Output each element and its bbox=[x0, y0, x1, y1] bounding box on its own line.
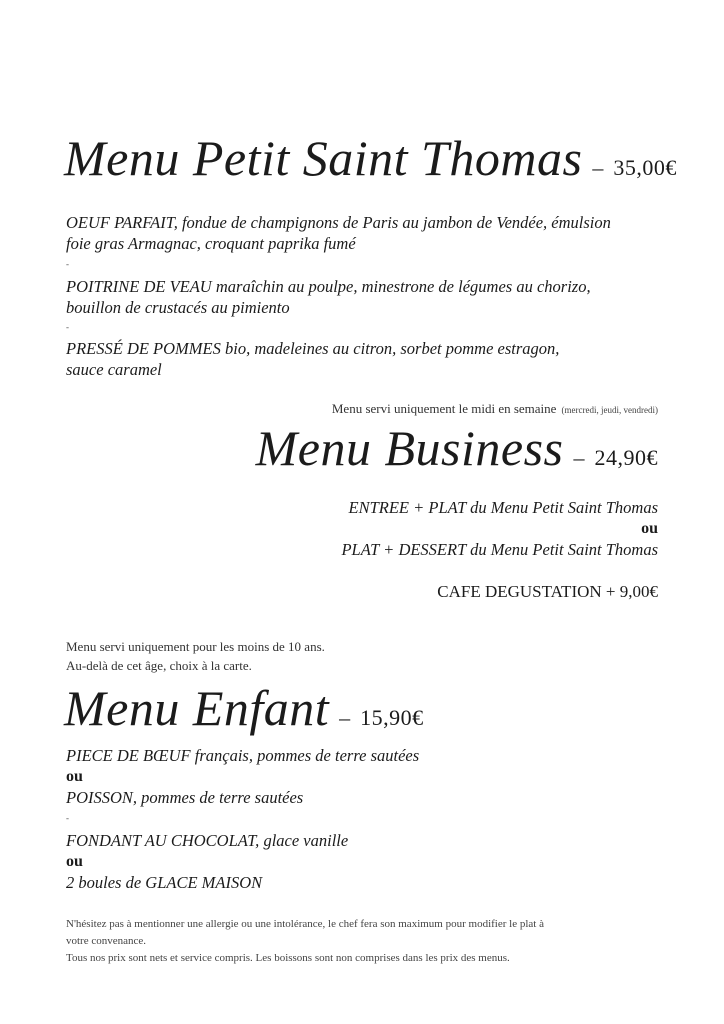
item-desc: maraîchin au poulpe, minestrone de légumes au chorizo, bbox=[211, 277, 591, 296]
enfant-note bbox=[66, 637, 325, 675]
separator: - bbox=[66, 813, 69, 823]
item-name: PRESSÉ DE POMMES bbox=[66, 339, 221, 358]
menu-petit-price: 35,00€ bbox=[613, 155, 677, 180]
footer-line: votre convenance. bbox=[66, 935, 147, 947]
option-rest: du Menu Petit Saint Thomas bbox=[465, 498, 658, 517]
menu-petit-title-row bbox=[64, 128, 677, 188]
title-dash: – bbox=[573, 445, 585, 470]
item-desc: fondue de champignons de Paris au jambon de Vendée, émulsion bbox=[177, 213, 611, 232]
footer-line: Tous nos prix sont nets et service compris. Les boissons sont non comprises dans les prix des menus. bbox=[66, 952, 510, 964]
enfant-mains bbox=[66, 745, 419, 808]
or-label: ou bbox=[66, 853, 83, 870]
menu-business-price: 24,90€ bbox=[594, 445, 658, 470]
business-note-text: Menu servi uniquement le midi en semaine bbox=[331, 401, 557, 416]
item-name: POISSON, bbox=[66, 788, 138, 807]
footer-line: N'hésitez pas à mentionner une allergie ou une intolérance, le chef fera son maximum pour modifier le plat à bbox=[66, 918, 544, 930]
option-rest: du Menu Petit Saint Thomas bbox=[465, 540, 658, 559]
business-note bbox=[332, 398, 658, 418]
item-name: 2 boules de GLACE MAISON bbox=[66, 873, 263, 892]
item-desc: bio, madeleines au citron, sorbet pomme estragon, bbox=[220, 339, 560, 358]
option-caps: PLAT + DESSERT bbox=[341, 540, 466, 559]
menu-enfant-title-row bbox=[64, 678, 424, 738]
title-dash: – bbox=[339, 705, 351, 730]
menu-enfant-price: 15,90€ bbox=[360, 705, 424, 730]
item-name: POITRINE DE VEAU bbox=[66, 277, 212, 296]
cafe-degustation: CAFE DEGUSTATION + 9,00€ bbox=[437, 582, 658, 601]
business-options bbox=[341, 497, 658, 560]
item-desc: pommes de terre sautées bbox=[137, 788, 304, 807]
title-dash: – bbox=[592, 155, 604, 180]
menu-petit-title: Menu Petit Saint Thomas bbox=[64, 130, 583, 186]
item-desc: français, pommes de terre sautées bbox=[190, 746, 420, 765]
menu-enfant-title: Menu Enfant bbox=[64, 680, 330, 736]
enfant-note-line: Au-delà de cet âge, choix à la carte. bbox=[66, 658, 252, 673]
separator: - bbox=[66, 259, 69, 269]
option-caps: ENTREE + PLAT bbox=[348, 498, 466, 517]
menu-business-title-row bbox=[256, 418, 658, 478]
item-desc: bouillon de crustacés au pimiento bbox=[66, 298, 290, 317]
enfant-note-line: Menu servi uniquement pour les moins de 10 ans. bbox=[66, 639, 325, 654]
menu-item bbox=[66, 212, 611, 254]
item-name: OEUF PARFAIT, bbox=[66, 213, 178, 232]
enfant-desserts bbox=[66, 830, 348, 893]
menu-item bbox=[66, 276, 591, 318]
menu-business-title: Menu Business bbox=[255, 420, 564, 476]
item-desc: foie gras Armagnac, croquant paprika fumé bbox=[66, 234, 356, 253]
menu-item bbox=[66, 338, 559, 380]
separator: - bbox=[66, 322, 69, 332]
item-name: PIECE DE BŒUF bbox=[66, 746, 191, 765]
footer bbox=[66, 916, 544, 967]
item-name: FONDANT AU CHOCOLAT, bbox=[66, 831, 260, 850]
item-desc: sauce caramel bbox=[66, 360, 162, 379]
or-label: ou bbox=[66, 768, 83, 785]
item-desc: glace vanille bbox=[259, 831, 349, 850]
or-label: ou bbox=[641, 520, 658, 537]
business-note-days: (mercredi, jeudi, vendredi) bbox=[561, 405, 658, 415]
